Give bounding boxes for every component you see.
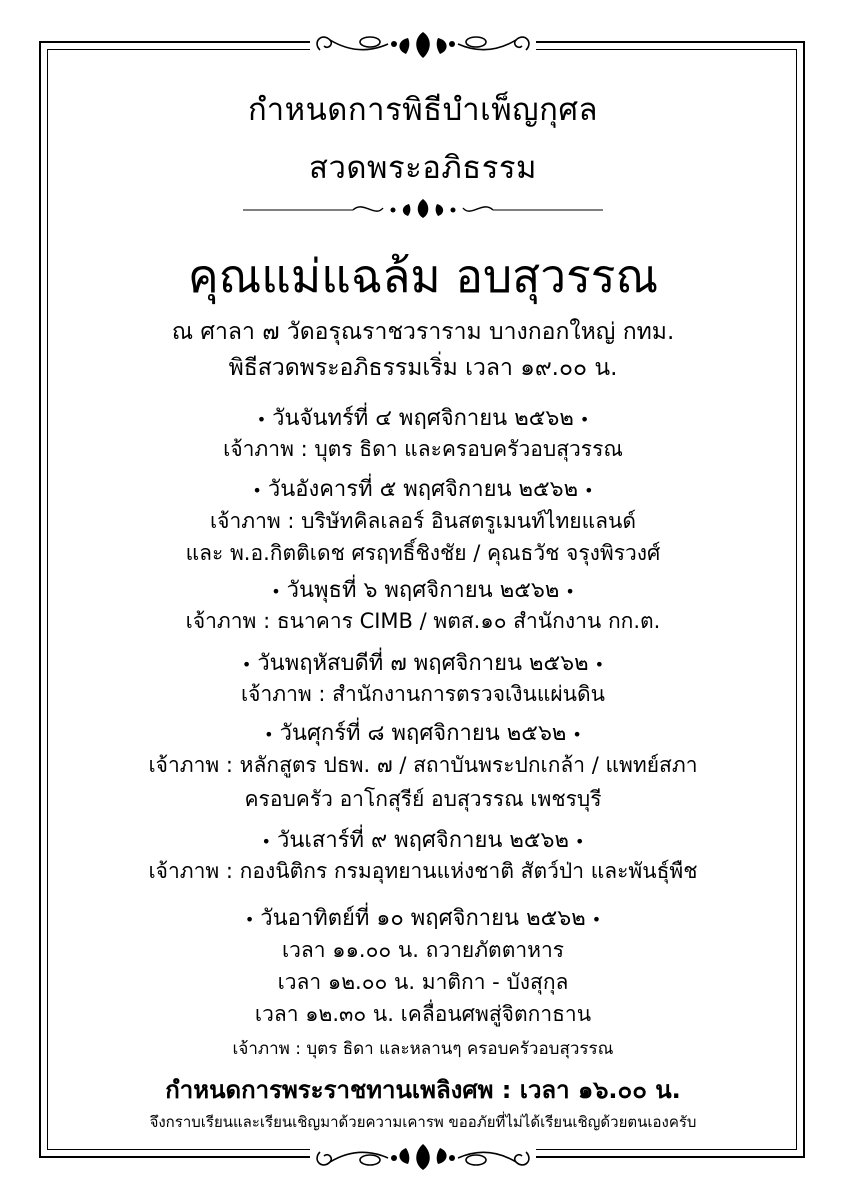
host-line: ครอบครัว อาโกสุรีย์ อบสุวรรณ เพชรบุรี: [244, 787, 602, 811]
bullet-icon: •: [575, 832, 585, 851]
bullet-icon: •: [572, 725, 582, 744]
bottom-ornament-icon: [310, 1140, 536, 1174]
host-line: เจ้าภาพ : หลักสูตร ปธพ. ๗ / สถาบันพระปกเกล้า / แพทย์สภา: [148, 753, 698, 777]
host-note: เจ้าภาพ : บุตร ธิดา และหลานๆ ครอบครัวอบสุวรรณ: [232, 1039, 614, 1059]
bullet-icon: •: [271, 582, 281, 601]
day-label: วันศุกร์ที่ ๘ พฤศจิกายน ๒๕๖๒: [279, 721, 567, 746]
schedule-day-1: [60, 400, 786, 435]
schedule-day-6: [60, 822, 786, 857]
bullet-icon: •: [241, 655, 252, 674]
divider-ornament-icon: [243, 196, 603, 220]
venue-location: ณ ศาลา ๗ วัดอรุณราชวราราม บางกอกใหญ่ กทม.: [171, 319, 675, 345]
host-line: เจ้าภาพ : บริษัทคิลเลอร์ อินสตรูเมนท์ไทยแลนด์: [209, 509, 637, 533]
bullet-icon: •: [252, 481, 262, 500]
footer-note: จึงกราบเรียนและเรียนเชิญมาด้วยความเคารพ ขออภัยที่ไม่ได้เรียนเชิญด้วยตนเองครับ: [149, 1113, 697, 1131]
title-line-2: สวดพระอภิธรรม: [309, 150, 537, 186]
bullet-icon: •: [261, 832, 271, 851]
day-label: วันจันทร์ที่ ๔ พฤศจิกายน ๒๕๖๒: [272, 406, 574, 431]
bullet-icon: •: [591, 910, 602, 929]
deceased-name: คุณแม่แฉล้ม อบสุวรรณ: [187, 249, 659, 303]
host-line: เจ้าภาพ : บุตร ธิดา และครอบครัวอบสุวรรณ: [223, 437, 623, 461]
bullet-icon: •: [244, 910, 255, 929]
schedule-day-4: [60, 645, 786, 680]
schedule-day-2: [60, 471, 786, 506]
day-label: วันพุธที่ ๖ พฤศจิกายน ๒๕๖๒: [286, 578, 560, 603]
bullet-icon: •: [579, 410, 590, 429]
host-line: และ พ.อ.กิตติเดช ศรฤทธิ์ชิงชัย / คุณธวัช จรุงพิรวงศ์: [185, 541, 661, 565]
time-line: เวลา ๑๒.๓๐ น. เคลื่อนศพสู่จิตกาธาน: [254, 1002, 592, 1026]
venue-time: พิธีสวดพระอภิธรรมเริ่ม เวลา ๑๙.๐๐ น.: [228, 355, 618, 381]
day-label: วันอังคารที่ ๕ พฤศจิกายน ๒๕๖๒: [267, 477, 579, 502]
bullet-icon: •: [264, 725, 274, 744]
bullet-icon: •: [565, 582, 575, 601]
time-line: เวลา ๑๒.๐๐ น. มาติกา - บังสุกุล: [277, 970, 569, 994]
day-label: วันเสาร์ที่ ๙ พฤศจิกายน ๒๕๖๒: [276, 828, 569, 853]
schedule-day-5: [60, 715, 786, 750]
schedule-day-3: [60, 572, 786, 607]
host-line: เจ้าภาพ : สำนักงานการตรวจเงินแผ่นดิน: [240, 682, 606, 706]
bullet-icon: •: [584, 481, 594, 500]
title-line-1: กำหนดการพิธีบำเพ็ญกุศล: [247, 92, 599, 128]
bullet-icon: •: [256, 410, 267, 429]
time-line: เวลา ๑๑.๐๐ น. ถวายภัตตาหาร: [281, 938, 565, 962]
bullet-icon: •: [594, 655, 605, 674]
host-line: เจ้าภาพ : กองนิติกร กรมอุทยานแห่งชาติ สัตว์ป่า และพันธุ์พืช: [148, 859, 698, 883]
top-ornament-icon: [310, 28, 536, 62]
host-line: เจ้าภาพ : ธนาคาร CIMB / พตส.๑๐ สำนักงาน กก.ต.: [185, 609, 661, 633]
schedule-day-7: [60, 900, 786, 935]
cremation-time: กำหนดการพระราชทานเพลิงศพ : เวลา ๑๖.๐๐ น.: [165, 1076, 681, 1104]
day-label: วันพฤหัสบดีที่ ๗ พฤศจิกายน ๒๕๖๒: [257, 651, 589, 676]
day-label: วันอาทิตย์ที่ ๑๐ พฤศจิกายน ๒๕๖๒: [260, 906, 586, 931]
